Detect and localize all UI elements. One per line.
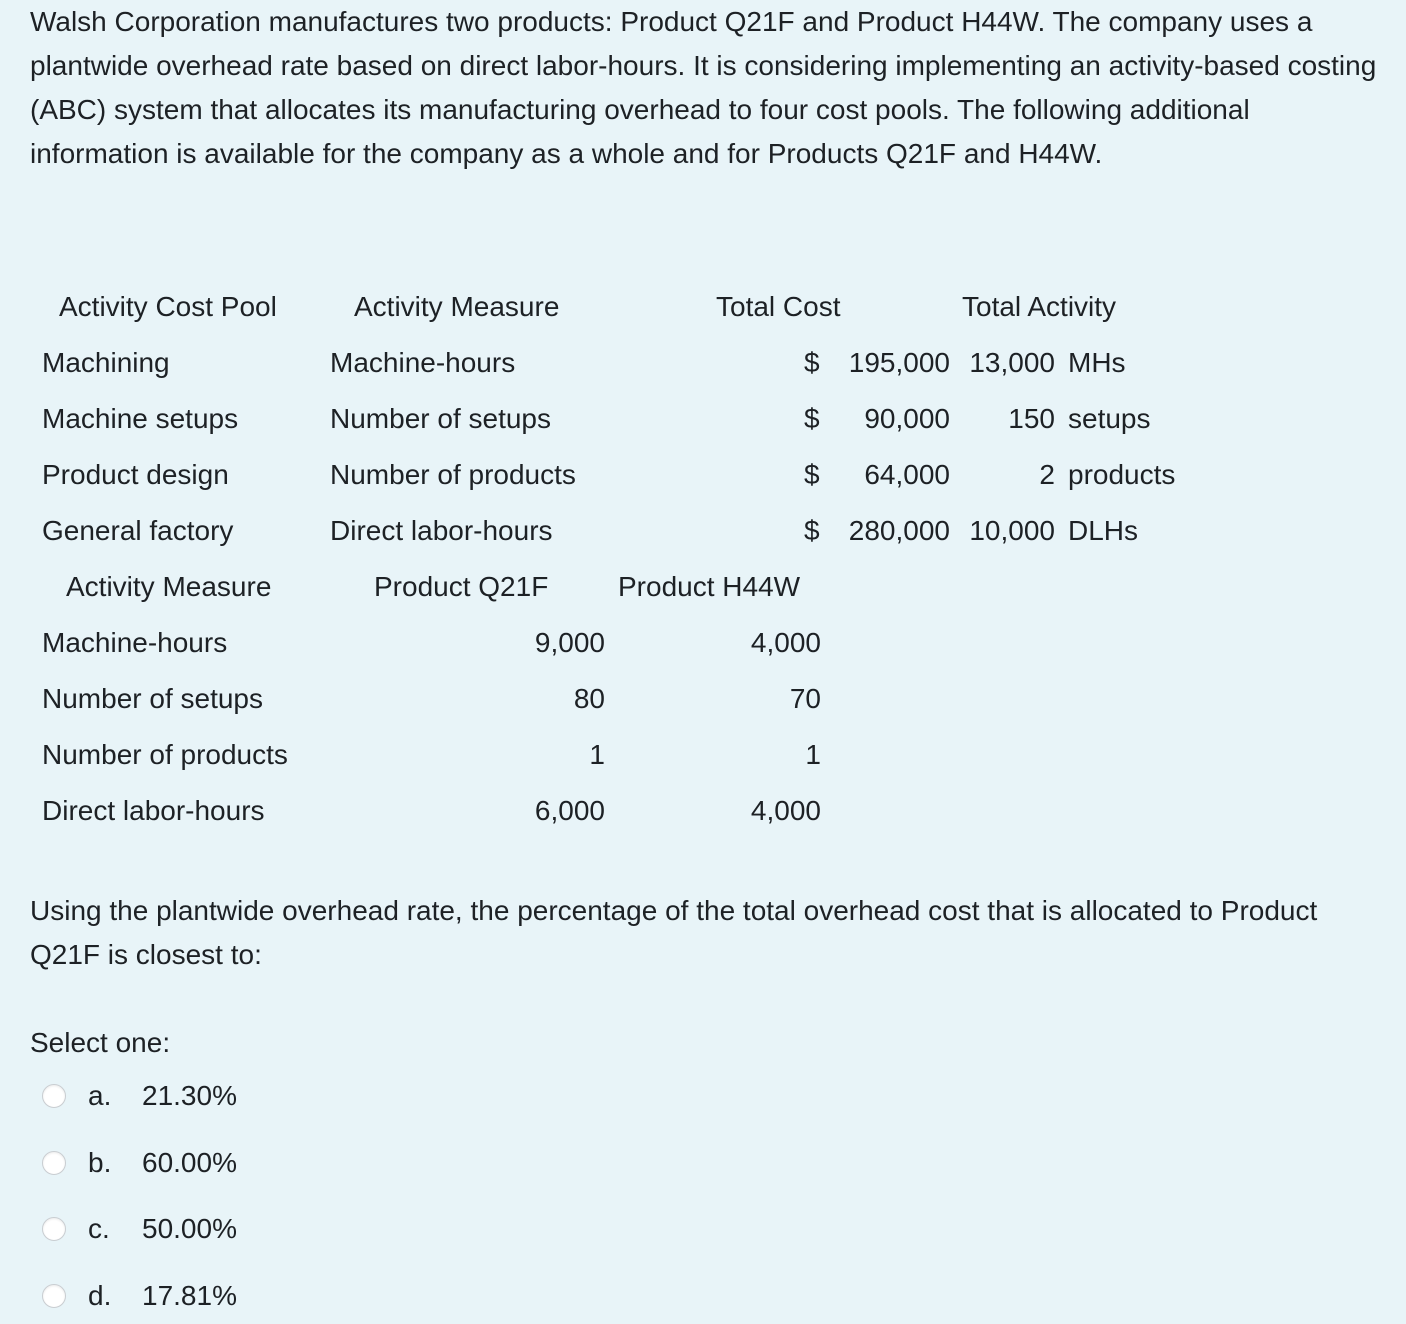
table2-header-q21f: Product Q21F [374,571,549,602]
table1-row-pool: Machine setups [42,403,239,434]
table1-row-pool: General factory [42,515,234,546]
table1-row-pool: Product design [42,459,229,490]
table1-row-measure: Machine-hours [330,347,516,378]
table2-row-h44w: 1 [805,739,821,770]
table1-row-cost: 64,000 [864,459,950,490]
table1-row-unit: setups [1068,403,1151,434]
table1-row-qty: 13,000 [969,347,1055,378]
table2-row-h44w: 70 [789,683,821,714]
table1-header-activity: Total Activity [962,291,1117,322]
option-letter: b. [88,1147,112,1178]
table1-row-pool: Machining [42,347,170,378]
table2-row-q21f: 1 [589,739,605,770]
table2-row-measure: Number of setups [42,683,263,714]
option-text[interactable]: 21.30% [142,1080,237,1111]
radio-button-d[interactable] [42,1284,66,1308]
radio-button-b[interactable] [42,1151,66,1175]
table1-row-cost: 195,000 [848,347,950,378]
table1-row-dollar: $ [804,459,820,490]
table1-row-unit: products [1068,459,1176,490]
table2-row-measure: Machine-hours [42,627,228,658]
table2-row-q21f: 80 [573,683,605,714]
question-prompt: Using the plantwide overhead rate, the percentage of the total overhead cost that is allocated to Product Q21F is closest to: [30,895,1318,970]
table2-row-q21f: 9,000 [534,627,605,658]
table1-row-cost: 90,000 [864,403,950,434]
table1-row-qty: 10,000 [969,515,1055,546]
table2-header-h44w: Product H44W [618,571,801,602]
table1-row-dollar: $ [804,347,820,378]
table2-row-measure: Number of products [42,739,288,770]
select-one-label: Select one: [30,1027,171,1058]
table2-row-h44w: 4,000 [750,795,821,826]
table2-row-q21f: 6,000 [534,795,605,826]
table2-row-measure: Direct labor-hours [42,795,265,826]
question-intro: Walsh Corporation manufactures two products: Product Q21F and Product H44W. The company uses a plantwide overhead rate based on direct labor-hours. It is considering implementing an activity-based costing (ABC) system that allocates its manufacturing overhead to four cost pools. The following additional information is available for the company as a whole and for Products Q21F and H44W. [30,6,1377,169]
option-c[interactable] [42,1209,237,1249]
radio-button-c[interactable] [42,1217,66,1241]
table1-row-measure: Number of setups [330,403,551,434]
table1-row-qty: 150 [1008,403,1055,434]
table1-header-pool: Activity Cost Pool [59,291,277,322]
option-letter: a. [88,1080,112,1111]
table1-row-measure: Direct labor-hours [330,515,553,546]
option-text[interactable]: 50.00% [142,1213,237,1244]
table2-header-measure: Activity Measure [66,571,272,602]
option-a[interactable] [42,1076,237,1116]
table1-header-measure: Activity Measure [354,291,560,322]
radio-button-a[interactable] [42,1084,66,1108]
table1-row-cost: 280,000 [848,515,950,546]
table1-row-unit: MHs [1068,347,1126,378]
table2-row-h44w: 4,000 [750,627,821,658]
table1-row-dollar: $ [804,515,820,546]
table1-header-cost: Total Cost [716,291,841,322]
option-letter: c. [88,1213,110,1244]
option-text[interactable]: 17.81% [142,1280,237,1311]
table1-row-qty: 2 [1039,459,1055,490]
option-text[interactable]: 60.00% [142,1147,237,1178]
option-d[interactable] [42,1276,237,1316]
option-letter: d. [88,1280,112,1311]
table1-row-unit: DLHs [1068,515,1139,546]
table1-row-measure: Number of products [330,459,576,490]
option-b[interactable] [42,1143,237,1183]
table1-row-dollar: $ [804,403,820,434]
